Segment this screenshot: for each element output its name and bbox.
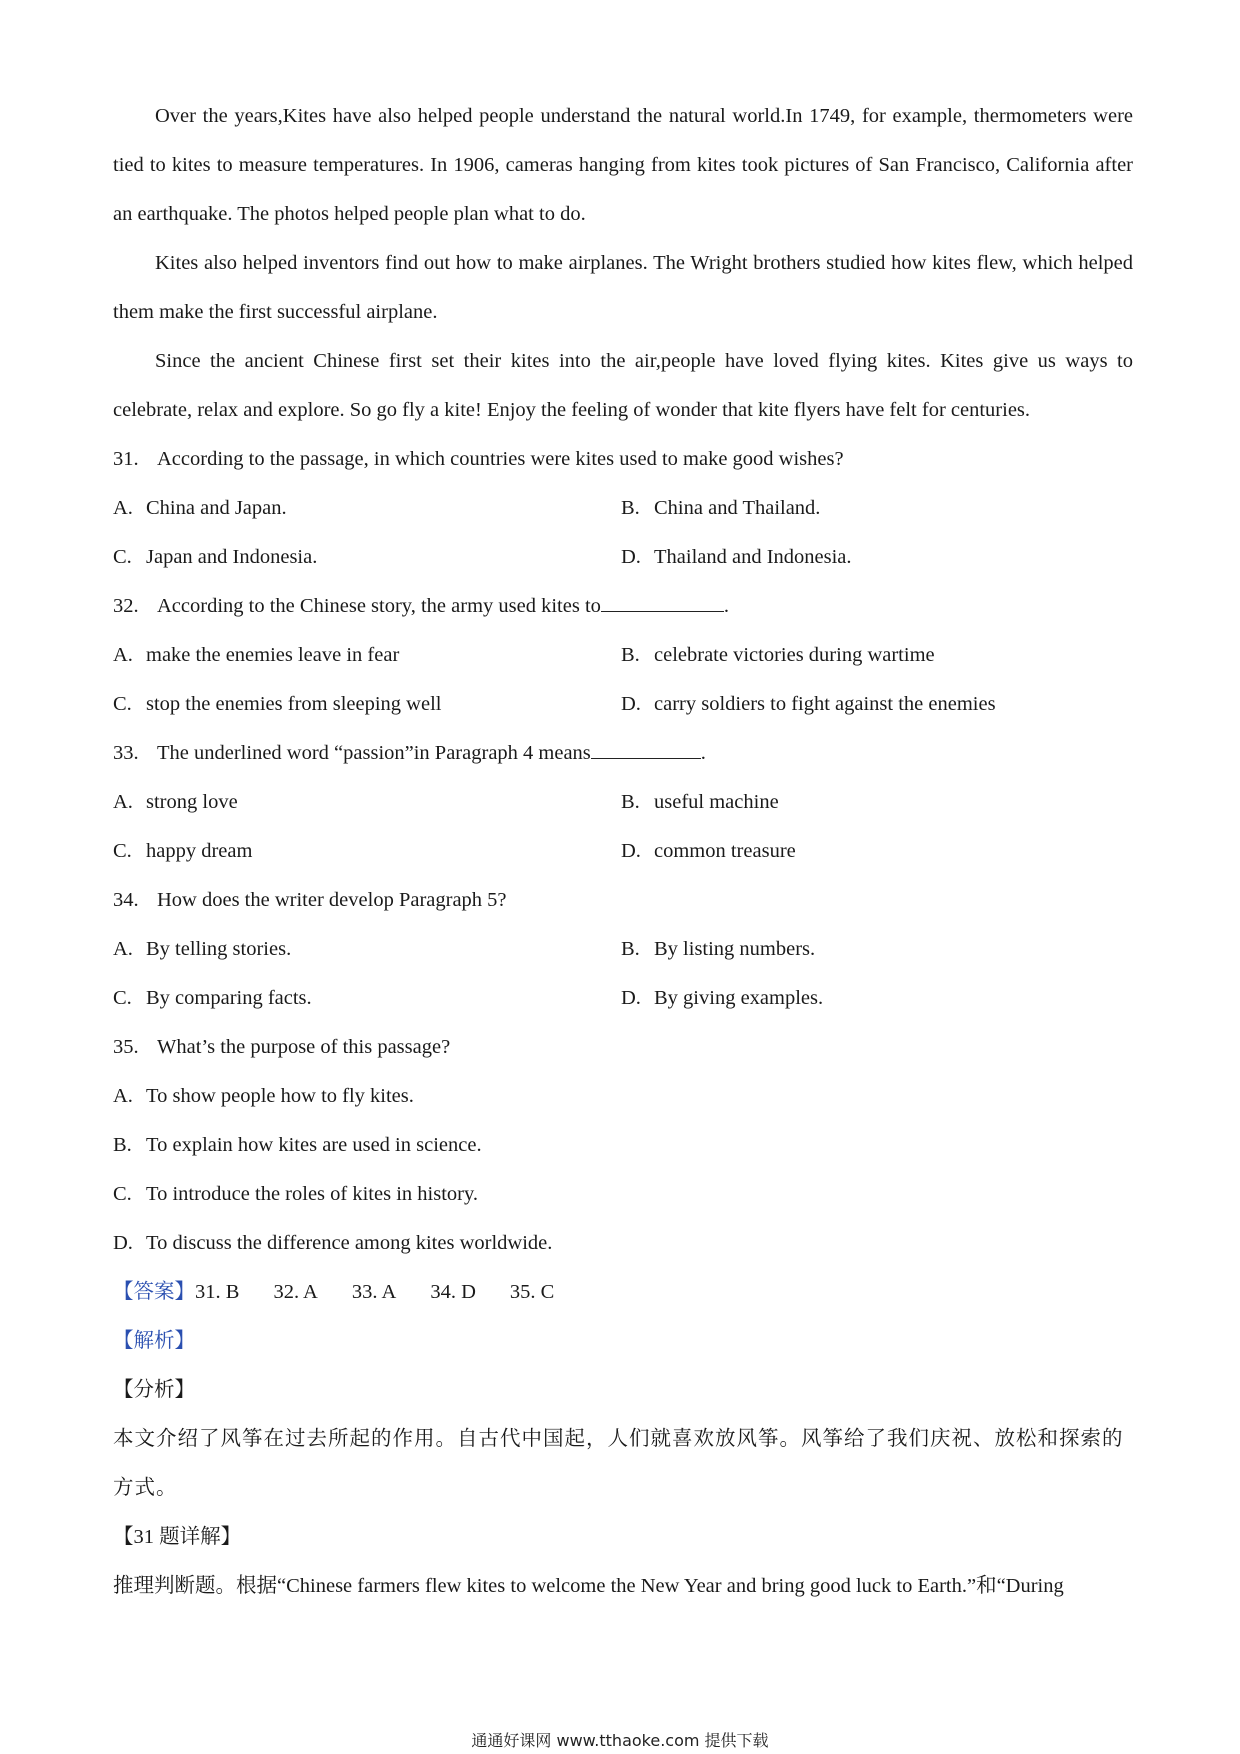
question-text: What’s the purpose of this passage?	[157, 1036, 451, 1058]
option-b[interactable]: B. China and Thailand.	[621, 497, 821, 519]
question-number: 31.	[113, 448, 139, 470]
passage-paragraph-3: Since the ancient Chinese first set their kites into the air,people have loved flying kites. Kites give us ways to celebrate, relax and explore. So go fly a kite! Enjoy the feeling of wonder that kite flyers have felt for centuries.	[113, 350, 1133, 421]
q31-detail-label: 【31 题详解】	[113, 1526, 242, 1548]
question-number: 34.	[113, 889, 139, 911]
option-a[interactable]: A. strong love	[113, 791, 238, 813]
question-text: The underlined word “passion”in Paragraph 4 means	[157, 742, 591, 764]
answer-blank	[601, 591, 724, 612]
option-b[interactable]: B. celebrate victories during wartime	[621, 644, 935, 666]
option-b[interactable]: B. To explain how kites are used in science.	[113, 1134, 482, 1156]
option-c[interactable]: C. To introduce the roles of kites in history.	[113, 1183, 479, 1205]
question-32: 32. According to the Chinese story, the army used kites to . A. make the enemies leave in fear B. celebrate victories during wartime C. stop the enemies from sleeping well D. carry soldiers to fight against the enemies	[113, 582, 1133, 729]
question-35	[113, 1023, 1133, 1268]
question-text: According to the Chinese story, the army used kites to	[157, 595, 601, 617]
answer-item: 34. D	[430, 1281, 476, 1303]
question-31	[113, 435, 1133, 582]
option-b[interactable]: B. By listing numbers.	[621, 938, 816, 960]
fenxi-label: 【分析】	[113, 1379, 195, 1401]
answer-item: 32. A	[273, 1281, 318, 1303]
option-d[interactable]: D. To discuss the difference among kites worldwide.	[113, 1232, 553, 1254]
passage-paragraph-1: Over the years,Kites have also helped people understand the natural world.In 1749, for example, thermometers were tied to kites to measure temperatures. In 1906, cameras hanging from kites took pictures of San Francisco, California after an earthquake. The photos helped people plan what to do.	[113, 105, 1133, 225]
option-b[interactable]: B. useful machine	[621, 791, 779, 813]
option-d[interactable]: D. common treasure	[621, 840, 796, 862]
option-a[interactable]: A. China and Japan.	[113, 497, 287, 519]
question-number: 33.	[113, 742, 139, 764]
q31-detail-text: 推理判断题。根据“Chinese farmers flew kites to welcome the New Year and bring good luck to Earth.”和“During	[113, 1575, 1064, 1597]
option-d[interactable]: D. By giving examples.	[621, 987, 824, 1009]
option-c[interactable]: C. Japan and Indonesia.	[113, 546, 318, 568]
answer-label: 【答案】	[113, 1281, 195, 1303]
option-d[interactable]: D. carry soldiers to fight against the enemies	[621, 693, 996, 715]
fenxi-text: 本文介绍了风筝在过去所起的作用。自古代中国起，人们就喜欢放风筝。风筝给了我们庆祝、放松和探索的方式。	[113, 1428, 1124, 1499]
option-a[interactable]: A. By telling stories.	[113, 938, 292, 960]
question-number: 32.	[113, 595, 139, 617]
page-footer: 通通好课网 www.tthaoke.com 提供下载	[471, 1731, 769, 1750]
option-c[interactable]: C. happy dream	[113, 840, 253, 862]
analysis-label: 【解析】	[113, 1330, 195, 1352]
option-a[interactable]: A. make the enemies leave in fear	[113, 644, 400, 666]
answer-key	[113, 1268, 1133, 1317]
answer-item: 31. B	[195, 1281, 240, 1303]
option-c[interactable]: C. By comparing facts.	[113, 987, 312, 1009]
question-34	[113, 876, 1133, 1023]
document-page	[113, 92, 1133, 1611]
answer-item: 35. C	[509, 1281, 555, 1303]
option-a[interactable]: A. To show people how to fly kites.	[113, 1085, 414, 1107]
option-d[interactable]: D. Thailand and Indonesia.	[621, 546, 852, 568]
answer-blank	[591, 738, 701, 759]
question-text: How does the writer develop Paragraph 5?	[157, 889, 507, 911]
question-33: 33. The underlined word “passion”in Paragraph 4 means . A. strong love B. useful machine C. happy dream D. common treasure	[113, 729, 1133, 876]
answer-item: 33. A	[351, 1281, 397, 1303]
option-c[interactable]: C. stop the enemies from sleeping well	[113, 693, 442, 715]
question-text: According to the passage, in which countries were kites used to make good wishes?	[157, 448, 844, 470]
passage-paragraph-2: Kites also helped inventors find out how to make airplanes. The Wright brothers studied how kites flew, which helped them make the first successful airplane.	[113, 252, 1133, 323]
question-number: 35.	[113, 1036, 139, 1058]
